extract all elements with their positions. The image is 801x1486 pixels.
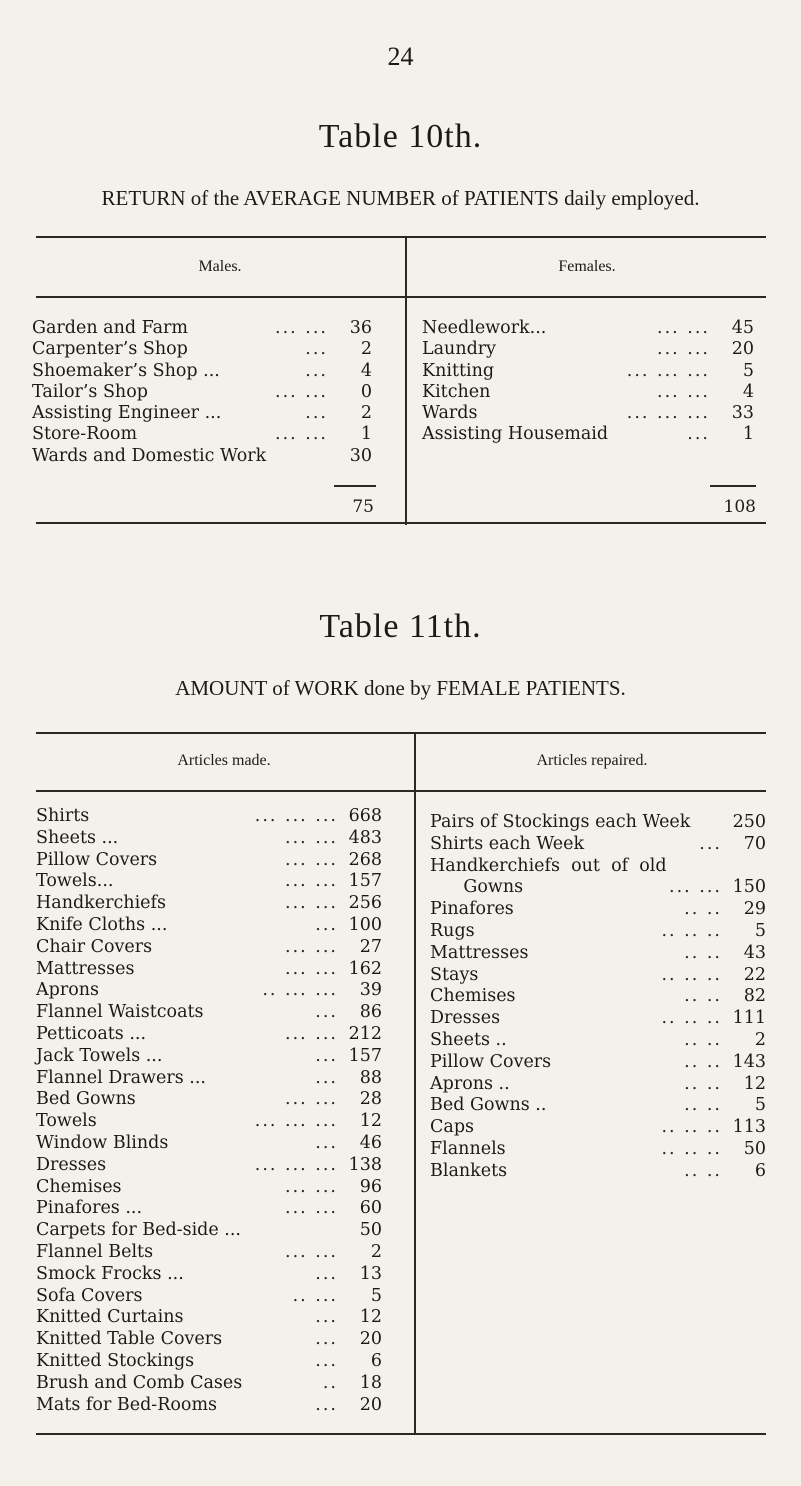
row-leader-dots: ...: [315, 1132, 338, 1153]
row-value: 0: [360, 381, 372, 402]
row-value: 4: [742, 381, 754, 402]
row-leader-dots: ... ... ...: [626, 360, 710, 381]
row-value: 22: [743, 964, 766, 985]
articles-made-row: [36, 1002, 382, 1024]
row-value: 60: [359, 1198, 382, 1219]
articles-repaired-row: [430, 1161, 766, 1183]
articles-made-row: [36, 1373, 382, 1395]
row-label: Sofa Covers: [36, 1285, 143, 1306]
males-header: Males.: [198, 258, 242, 275]
page-number: 24: [387, 42, 414, 71]
table-10-subtitle: RETURN of the AVERAGE NUMBER of PATIENTS daily employed.: [101, 186, 700, 210]
row-label: Pinafores: [430, 899, 514, 920]
row-leader-dots: ...: [315, 1394, 338, 1415]
row-leader-dots: ...: [305, 339, 328, 360]
row-value: 20: [359, 1394, 382, 1415]
row-label: Knife Cloths ...: [36, 914, 168, 935]
articles-made-row: [36, 850, 382, 872]
row-leader-dots: ... ...: [657, 339, 710, 360]
row-leader-dots: ... ...: [285, 871, 338, 892]
row-leader-dots: .. ..: [684, 986, 722, 1007]
females-list: [422, 318, 754, 446]
table-11-bottom-rule: [36, 1433, 766, 1435]
row-value: 1: [360, 424, 372, 445]
row-leader-dots: .. ..: [684, 1029, 722, 1050]
row-leader-dots: .. .. ..: [661, 1138, 722, 1159]
articles-repaired-row: [430, 1074, 766, 1096]
row-leader-dots: .. .. ..: [661, 1117, 722, 1138]
row-label: Pillow Covers: [36, 849, 158, 870]
row-value: 30: [349, 445, 372, 466]
row-value: 18: [359, 1372, 382, 1393]
articles-repaired-row: [430, 1052, 766, 1074]
row-label: Stays: [430, 964, 479, 985]
articles-repaired-list: [430, 812, 766, 1183]
table-10-top-rule: [36, 236, 766, 238]
females-total-rule: [710, 485, 756, 487]
row-value: 256: [348, 893, 382, 914]
row-value: 250: [732, 812, 766, 832]
articles-made-row: [36, 1155, 382, 1177]
row-label: Pairs of Stockings each Week: [430, 812, 691, 832]
articles-made-row: [36, 871, 382, 893]
row-value: 5: [742, 360, 754, 381]
females-total: 108: [723, 497, 756, 517]
row-label: Dresses: [36, 1154, 107, 1175]
row-leader-dots: ...: [315, 1067, 338, 1088]
row-value: 1: [742, 424, 754, 445]
row-label: Towels: [36, 1111, 97, 1132]
articles-made-row: [36, 828, 382, 850]
row-leader-dots: ... ...: [669, 877, 722, 898]
row-value: 5: [370, 1285, 382, 1306]
row-leader-dots: ... ... ...: [254, 1111, 338, 1132]
articles-made-row: [36, 937, 382, 959]
row-label: Shoemaker’s Shop ...: [32, 360, 220, 381]
row-label: Aprons ..: [430, 1073, 510, 1094]
females-row: [422, 424, 754, 445]
articles-repaired-row: [430, 1117, 766, 1139]
row-value: 82: [743, 986, 766, 1007]
males-row: [32, 403, 372, 424]
row-leader-dots: ...: [315, 1263, 338, 1284]
row-leader-dots: ... ...: [285, 1176, 338, 1197]
articles-made-header: Articles made.: [177, 752, 271, 769]
row-value: 143: [732, 1051, 766, 1072]
row-label: Kitchen: [422, 381, 491, 402]
row-value: 12: [743, 1073, 766, 1094]
row-leader-dots: .. ..: [684, 942, 722, 963]
row-value: 2: [360, 403, 372, 424]
females-row: [422, 403, 754, 424]
row-leader-dots: ...: [699, 833, 722, 854]
row-value: 50: [359, 1220, 382, 1241]
row-leader-dots: ...: [315, 1307, 338, 1328]
articles-made-row: [36, 1264, 382, 1286]
row-label: Flannel Waistcoats: [36, 1002, 204, 1023]
females-row: [422, 361, 754, 382]
row-label: Handkerchiefs out of old: [430, 855, 667, 876]
row-label: Window Blinds: [36, 1132, 169, 1153]
row-label: Bed Gowns ..: [430, 1095, 547, 1116]
row-leader-dots: ... ... ...: [626, 403, 710, 424]
articles-made-list: [36, 806, 382, 1416]
row-value: 12: [359, 1111, 382, 1132]
row-leader-dots: .. ... ...: [262, 980, 338, 1001]
table-11-header-rule: [36, 790, 766, 792]
articles-repaired-row: [430, 921, 766, 943]
row-label: Shirts: [36, 806, 90, 826]
row-leader-dots: ... ...: [285, 936, 338, 957]
row-value: 20: [731, 339, 754, 360]
row-value: 20: [359, 1329, 382, 1350]
articles-repaired-row: [430, 1008, 766, 1030]
table-11-subtitle: AMOUNT of WORK done by FEMALE PATIENTS.: [175, 676, 626, 700]
row-value: 27: [359, 936, 382, 957]
row-label: Chemises: [430, 986, 516, 1007]
row-label: Blankets: [430, 1160, 508, 1181]
row-value: 6: [754, 1160, 766, 1181]
row-leader-dots: ... ... ...: [254, 1154, 338, 1175]
row-value: 13: [359, 1263, 382, 1284]
row-label: Brush and Comb Cases: [36, 1372, 243, 1393]
row-label: Knitting: [422, 360, 495, 381]
table-10-column-divider: [405, 238, 407, 525]
row-label: Knitted Curtains: [36, 1307, 184, 1328]
row-value: 45: [731, 318, 754, 338]
row-leader-dots: ...: [315, 1329, 338, 1350]
row-label: Assisting Housemaid: [422, 424, 609, 445]
males-row: [32, 424, 372, 445]
females-header: Females.: [558, 258, 616, 275]
articles-made-row: [36, 959, 382, 981]
row-value: 43: [743, 942, 766, 963]
row-leader-dots: ...: [315, 914, 338, 935]
row-value: 12: [359, 1307, 382, 1328]
row-label: Assisting Engineer ...: [32, 403, 222, 424]
row-label: Sheets ..: [430, 1029, 507, 1050]
row-value: 162: [348, 958, 382, 979]
row-leader-dots: ... ... ...: [254, 806, 338, 826]
row-label: Store-Room: [32, 424, 138, 445]
articles-made-row: [36, 1068, 382, 1090]
row-leader-dots: .. ..: [684, 1051, 722, 1072]
row-leader-dots: ...: [687, 424, 710, 445]
row-value: 150: [732, 877, 766, 898]
table-11-column-divider: [414, 734, 416, 1434]
row-label: Flannel Belts: [36, 1241, 154, 1262]
row-leader-dots: ... ...: [285, 958, 338, 979]
row-value: 138: [348, 1154, 382, 1175]
row-leader-dots: ... ...: [285, 1241, 338, 1262]
males-row: [32, 339, 372, 360]
row-leader-dots: .. .. ..: [661, 920, 722, 941]
females-row: [422, 382, 754, 403]
row-label: Chair Covers: [36, 936, 153, 957]
row-value: 70: [743, 833, 766, 854]
articles-repaired-row: [430, 1139, 766, 1161]
females-row: [422, 318, 754, 339]
row-label: Bed Gowns: [36, 1089, 136, 1110]
row-label: Knitted Stockings: [36, 1350, 195, 1371]
row-label: Flannels: [430, 1138, 506, 1159]
females-row: [422, 339, 754, 360]
articles-made-row: [36, 980, 382, 1002]
row-label: Garden and Farm: [32, 318, 188, 338]
row-leader-dots: ... ...: [275, 424, 328, 445]
row-value: 5: [754, 1095, 766, 1116]
articles-made-row: [36, 1089, 382, 1111]
males-list: [32, 318, 372, 467]
row-label: Mats for Bed-Rooms: [36, 1394, 218, 1415]
row-label: Sheets ...: [36, 827, 119, 848]
articles-made-row: [36, 806, 382, 828]
row-label: Needlework...: [422, 318, 547, 338]
row-value: 33: [731, 403, 754, 424]
row-value: 2: [754, 1029, 766, 1050]
row-value: 36: [349, 318, 372, 338]
row-value: 46: [359, 1132, 382, 1153]
row-value: 88: [359, 1067, 382, 1088]
row-label: Knitted Table Covers: [36, 1329, 223, 1350]
articles-made-row: [36, 1307, 382, 1329]
row-label: Mattresses: [430, 942, 529, 963]
row-label: Rugs: [430, 920, 475, 941]
row-value: 50: [743, 1138, 766, 1159]
row-leader-dots: ... ...: [275, 318, 328, 338]
row-value: 157: [348, 1045, 382, 1066]
row-label: Tailor’s Shop: [32, 381, 148, 402]
row-label: Handkerchiefs: [36, 893, 166, 914]
articles-made-row: [36, 1198, 382, 1220]
row-value: 113: [732, 1117, 766, 1138]
articles-made-row: [36, 1242, 382, 1264]
row-label: Gowns: [430, 877, 524, 898]
row-value: 29: [743, 899, 766, 920]
articles-made-row: [36, 1177, 382, 1199]
row-leader-dots: ...: [315, 1350, 338, 1371]
row-label: Carpets for Bed-side ...: [36, 1220, 241, 1241]
males-row: [32, 382, 372, 403]
table-11-heading: Table 11th.: [319, 608, 482, 645]
row-value: 28: [359, 1089, 382, 1110]
row-value: 157: [348, 871, 382, 892]
articles-repaired-row: [430, 1030, 766, 1052]
row-label: Wards: [422, 403, 478, 424]
row-value: 111: [732, 1008, 766, 1029]
table-11-top-rule: [36, 732, 766, 734]
row-label: Jack Towels ...: [36, 1045, 163, 1066]
row-label: Petticoats ...: [36, 1023, 147, 1044]
row-leader-dots: ...: [315, 1002, 338, 1023]
row-value: 2: [360, 339, 372, 360]
row-label: Caps: [430, 1117, 475, 1138]
row-label: Shirts each Week: [430, 833, 585, 854]
males-row: [32, 318, 372, 339]
row-value: 4: [360, 360, 372, 381]
articles-repaired-row: [430, 1095, 766, 1117]
row-leader-dots: .. ..: [684, 1095, 722, 1116]
row-value: 2: [370, 1241, 382, 1262]
row-value: 212: [348, 1023, 382, 1044]
row-leader-dots: ...: [305, 360, 328, 381]
row-leader-dots: ... ...: [657, 318, 710, 338]
row-label: Dresses: [430, 1008, 501, 1029]
articles-repaired-row: [430, 899, 766, 921]
articles-repaired-row: [430, 834, 766, 856]
row-leader-dots: ... ...: [285, 1089, 338, 1110]
row-label: Towels...: [36, 871, 114, 892]
row-leader-dots: ... ...: [285, 849, 338, 870]
row-label: Aprons: [36, 980, 99, 1001]
articles-made-row: [36, 1220, 382, 1242]
row-label: Chemises: [36, 1176, 122, 1197]
row-label: Carpenter’s Shop: [32, 339, 188, 360]
row-leader-dots: .. ...: [292, 1285, 338, 1306]
articles-made-row: [36, 1024, 382, 1046]
table-10-heading: Table 10th.: [318, 118, 483, 155]
males-total: 75: [352, 497, 374, 517]
row-leader-dots: .. .. ..: [661, 964, 722, 985]
row-leader-dots: .. ..: [684, 899, 722, 920]
row-leader-dots: ... ...: [285, 1023, 338, 1044]
row-leader-dots: .. .. ..: [661, 1008, 722, 1029]
row-leader-dots: .. ..: [684, 1073, 722, 1094]
row-leader-dots: ... ...: [275, 381, 328, 402]
males-total-rule: [334, 485, 376, 487]
row-label: Pillow Covers: [430, 1051, 552, 1072]
articles-repaired-row: [430, 856, 766, 878]
articles-made-row: [36, 1351, 382, 1373]
table-10-bottom-rule: [36, 522, 766, 524]
males-row: [32, 446, 372, 467]
row-leader-dots: ... ...: [285, 893, 338, 914]
row-leader-dots: ..: [322, 1372, 338, 1393]
row-label: Smock Frocks ...: [36, 1263, 184, 1284]
row-value: 5: [754, 920, 766, 941]
row-value: 100: [348, 914, 382, 935]
row-value: 483: [348, 827, 382, 848]
articles-repaired-header: Articles repaired.: [536, 752, 648, 769]
articles-repaired-row: [430, 965, 766, 987]
row-value: 39: [359, 980, 382, 1001]
table-10-header-rule: [36, 296, 766, 298]
males-row: [32, 361, 372, 382]
row-leader-dots: ... ...: [285, 827, 338, 848]
row-value: 668: [348, 806, 382, 826]
row-label: Mattresses: [36, 958, 135, 979]
articles-repaired-row: [430, 812, 766, 834]
articles-repaired-row: [430, 877, 766, 899]
row-value: 268: [348, 849, 382, 870]
articles-made-row: [36, 1111, 382, 1133]
row-label: Laundry: [422, 339, 497, 360]
articles-made-row: [36, 893, 382, 915]
row-label: Flannel Drawers ...: [36, 1067, 206, 1088]
articles-made-row: [36, 1395, 382, 1417]
row-label: Pinafores ...: [36, 1198, 143, 1219]
articles-made-row: [36, 915, 382, 937]
row-value: 6: [370, 1350, 382, 1371]
row-label: Wards and Domestic Work: [32, 445, 267, 466]
articles-repaired-row: [430, 986, 766, 1008]
articles-repaired-row: [430, 943, 766, 965]
articles-made-row: [36, 1286, 382, 1308]
articles-made-row: [36, 1046, 382, 1068]
row-value: 96: [359, 1176, 382, 1197]
row-value: 86: [359, 1002, 382, 1023]
articles-made-row: [36, 1329, 382, 1351]
row-leader-dots: .. ..: [684, 1160, 722, 1181]
row-leader-dots: ...: [315, 1045, 338, 1066]
row-leader-dots: ...: [305, 403, 328, 424]
row-leader-dots: ... ...: [657, 381, 710, 402]
articles-made-row: [36, 1133, 382, 1155]
row-leader-dots: ... ...: [285, 1198, 338, 1219]
